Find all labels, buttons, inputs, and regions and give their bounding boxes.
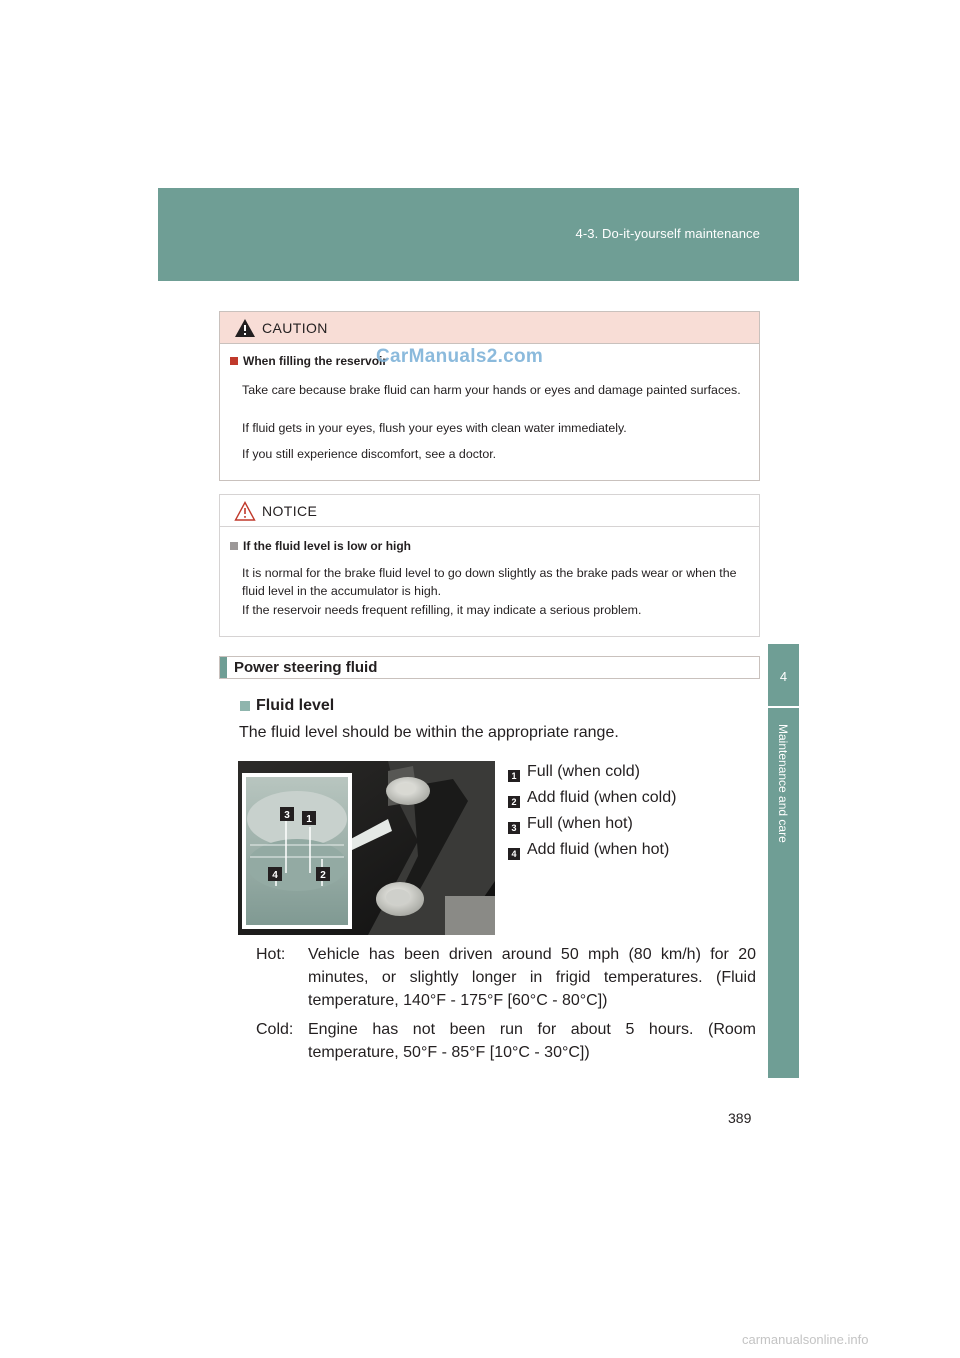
svg-text:3: 3 <box>284 810 290 821</box>
legend-label: Full (when cold) <box>527 763 640 780</box>
notice-title: NOTICE <box>262 503 318 519</box>
watermark-text: CarManuals2.com <box>376 346 544 367</box>
notice-subheading <box>230 539 411 553</box>
caution-header <box>220 312 759 344</box>
warning-triangle-icon <box>234 318 256 338</box>
chapter-divider <box>768 706 799 708</box>
bullet-square-icon <box>230 542 238 550</box>
photo-legend <box>508 759 676 863</box>
caution-subheading <box>230 354 387 368</box>
legend-item <box>508 837 676 863</box>
notice-line-1: It is normal for the brake fluid level to go down slightly as the brake pads wear or when the fluid level in the accumulator is high. <box>242 566 737 598</box>
legend-item <box>508 759 676 785</box>
notice-box <box>219 494 760 637</box>
caution-line-2: If fluid gets in your eyes, flush your eyes with clean water immediately. <box>242 421 627 435</box>
marker-1 <box>302 811 316 825</box>
legend-label: Add fluid (when cold) <box>527 789 677 806</box>
definition-cold <box>256 1018 756 1064</box>
legend-label: Full (when hot) <box>527 815 633 832</box>
marker-4 <box>268 867 282 881</box>
chapter-side-tab <box>768 644 799 1078</box>
svg-text:4: 4 <box>272 870 278 881</box>
section-accent <box>220 657 227 678</box>
bullet-square-icon <box>240 701 250 711</box>
header-band <box>158 188 799 281</box>
fluid-level-heading <box>240 697 334 715</box>
legend-number-badge: 2 <box>508 796 520 808</box>
notice-header <box>220 495 759 527</box>
warning-triangle-icon <box>234 501 256 521</box>
legend-number-badge: 3 <box>508 822 520 834</box>
notice-subheading-text: If the fluid level is low or high <box>243 539 412 553</box>
definition-term: Cold: <box>256 1021 294 1038</box>
reservoir-photo-illustration <box>238 761 495 935</box>
chapter-title: Maintenance and care <box>776 724 790 843</box>
caution-box <box>219 311 760 481</box>
svg-text:2: 2 <box>320 870 326 881</box>
legend-number-badge: 1 <box>508 770 520 782</box>
definition-text: Engine has not been run for about 5 hours. (Room temperature, 50°F - 85°F [10°C - 30°C]) <box>308 1021 756 1061</box>
marker-2 <box>316 867 330 881</box>
section-heading-bar <box>219 656 760 679</box>
svg-text:1: 1 <box>306 814 312 825</box>
bullet-square-icon <box>230 357 238 365</box>
caution-line-1: Take care because brake fluid can harm your hands or eyes and damage painted surfaces. <box>242 383 741 397</box>
footer-watermark: carmanualsonline.info <box>742 1332 869 1347</box>
reservoir-photo <box>238 761 495 935</box>
page-number: 389 <box>728 1110 752 1126</box>
definition-term: Hot: <box>256 946 286 963</box>
caution-title: CAUTION <box>262 320 328 336</box>
caution-line-3: If you still experience discomfort, see a doctor. <box>242 447 497 461</box>
legend-number-badge: 4 <box>508 848 520 860</box>
caution-subheading-text: When filling the reservoir <box>243 354 388 368</box>
legend-item <box>508 785 676 811</box>
definition-hot <box>256 943 756 1012</box>
fluid-level-intro: The fluid level should be within the appropriate range. <box>239 724 619 741</box>
definition-text: Vehicle has been driven around 50 mph (80 km/h) for 20 minutes, or slightly longer in frigid temperatures. (Fluid temperature, 140°F - 175°F [60°C - 80°C]) <box>308 946 756 1009</box>
fluid-level-heading-text: Fluid level <box>256 697 335 714</box>
legend-label: Add fluid (when hot) <box>527 841 670 858</box>
chapter-number: 4 <box>779 669 788 684</box>
section-title: 4-3. Do-it-yourself maintenance <box>575 226 760 241</box>
notice-line-2: If the reservoir needs frequent refilling, it may indicate a serious problem. <box>242 603 642 617</box>
marker-3 <box>280 807 294 821</box>
legend-item <box>508 811 676 837</box>
section-heading: Power steering fluid <box>234 659 378 676</box>
